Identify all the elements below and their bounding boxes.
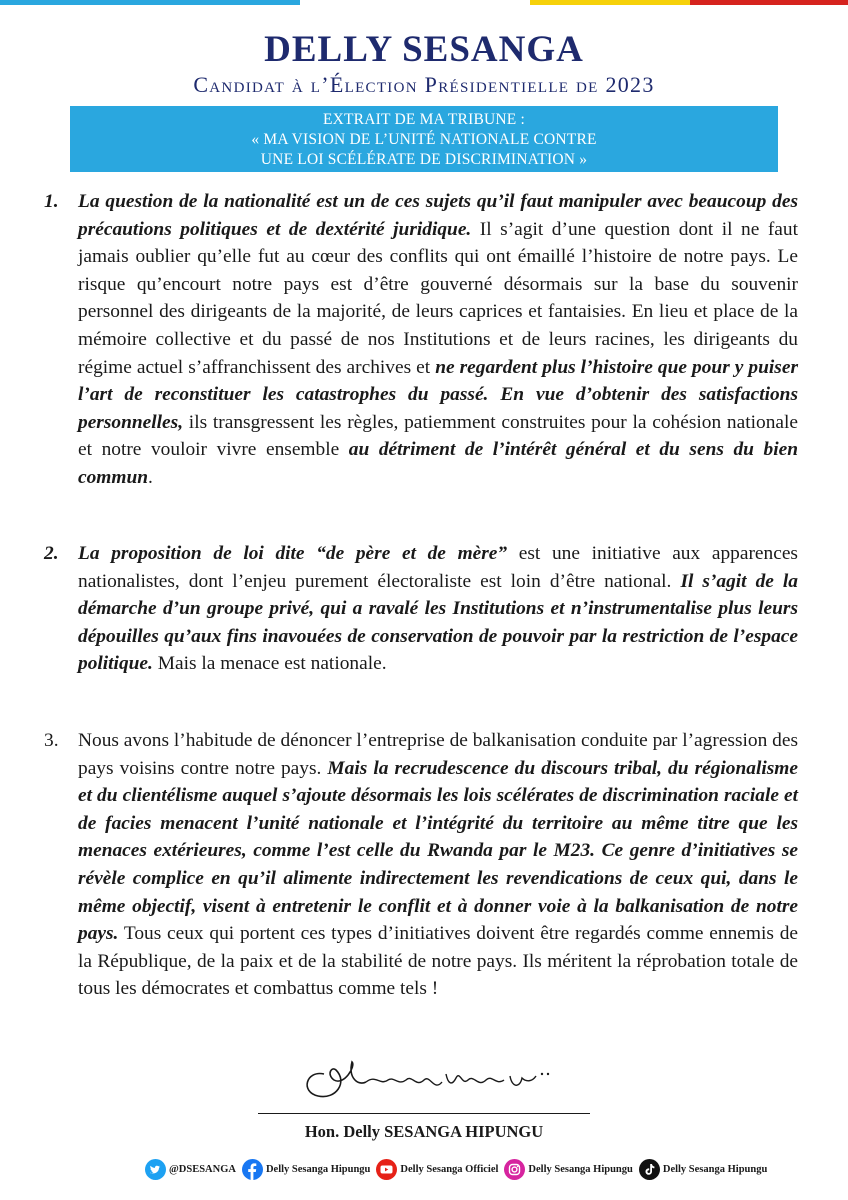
item-text-regular: Mais la menace est nationale. xyxy=(152,653,387,675)
item-text xyxy=(78,727,798,1003)
banner-line-1: EXTRAIT DE MA TRIBUNE : xyxy=(322,111,526,128)
social-tiktok[interactable] xyxy=(639,1159,767,1180)
social-youtube[interactable] xyxy=(376,1159,498,1180)
item-text-emphasis: ne regardent plus l’histoire que pour y puiser l’art de reconstituer les catastrophes du passé. En vue d’obtenir des satisfactions personnelles, xyxy=(78,356,798,433)
flag-stripe-blue xyxy=(0,0,300,5)
social-twitter[interactable] xyxy=(145,1159,236,1180)
item-text-emphasis: Il s’agit de la démarche d’un groupe privé, qui a ravalé les Institutions et n’instrumentalise plus leurs dépouilles qu’aux fins inavouées de conservation de pouvoir par la restriction de l’espace politique. xyxy=(78,570,798,675)
twitter-icon xyxy=(145,1159,166,1180)
social-label: Delly Sesanga Hipungu xyxy=(265,1163,371,1175)
signatory-name: Hon. Delly SESANGA HIPUNGU xyxy=(304,1122,544,1141)
social-facebook[interactable] xyxy=(242,1159,370,1180)
item-text-emphasis: Mais la recrudescence du discours tribal, du régionalisme et du clientélisme auquel s’ajoute désormais les lois scélérates de discrimination raciale et de facies menacent l’unité nationale et l’intégrité du territoire au même titre que les menaces extérieures, comme l’est celle du Rwanda par le M23. Ce genre d’initiatives se révèle complice en qu’il alimente indirectement les revendications de ceux qui, dans le même objectif, visent à entretenir le conflit et à donner voie à la balkanisation de notre pays. xyxy=(78,757,798,945)
item-text-regular: Il s’agit d’une question dont il ne faut jamais oublier qu’elle fut au cœur des conflits qui ont émaillé l’histoire de notre pays. Le risque qu’encourt notre pays est d’être gouverné désormais sur la base du souvenir personnel des dirigeants de la majorité, de leurs caprices et fantaisies. En lieu et place de la mémoire collective et du passé de nos Institutions et de leurs racines, les dirigeants du régime actuel s’affranchissent des archives et xyxy=(78,218,798,378)
excerpt-banner xyxy=(70,106,778,172)
item-text xyxy=(78,540,798,678)
tiktok-icon xyxy=(639,1159,660,1180)
item-text-regular: Tous ceux qui portent ces types d’initiatives doivent être regardés comme ennemis de la République, de la paix et de la stabilité de notre pays. Ils méritent la réprobation totale de tous les démocrates et combattus comme tels ! xyxy=(78,923,798,1000)
flag-stripe-white xyxy=(300,0,530,5)
flag-stripe-red xyxy=(690,0,848,5)
item-number: 3. xyxy=(44,730,59,751)
banner-line-3: UNE LOI SCÉLÉRATE DE DISCRIMINATION » xyxy=(260,151,588,168)
item-text-regular: ils transgressent les règles, patiemment construites pour la cohésion nationale et notre vouloir vivre ensemble xyxy=(78,411,798,461)
list-item-3 xyxy=(44,727,798,1003)
item-text-emphasis: au détriment de l’intérêt général et du sens du bien commun xyxy=(78,439,798,488)
item-text-emphasis: La proposition de loi dite “de père et de mère” xyxy=(78,543,508,564)
list-item-2 xyxy=(44,540,798,678)
social-label: Delly Sesanga Officiel xyxy=(400,1163,499,1175)
item-text xyxy=(78,188,798,492)
list-item-1 xyxy=(44,188,798,492)
item-number: 1. xyxy=(44,191,59,212)
facebook-icon xyxy=(242,1159,263,1180)
social-label: Delly Sesanga Hipungu xyxy=(528,1163,633,1175)
handwritten-signature xyxy=(296,1052,556,1104)
flag-stripe-yellow xyxy=(530,0,690,5)
social-label: @DSESANGA xyxy=(169,1163,236,1175)
item-number: 2. xyxy=(44,543,59,564)
item-text-regular: Nous avons l’habitude de dénoncer l’entreprise de balkanisation conduite par l’agression des pays voisins contre notre pays. xyxy=(78,730,798,779)
item-text-regular: est une initiative aux apparences nationalistes, dont l’enjeu purement électoraliste est loin d’être national. xyxy=(78,543,798,592)
item-text-emphasis: La question de la nationalité est un de ces sujets qu’il faut manipuler avec beaucoup des précautions politiques et de dextérité juridique. xyxy=(78,191,798,240)
item-text-regular: . xyxy=(148,466,153,488)
signature-line xyxy=(258,1113,590,1114)
social-label: Delly Sesanga Hipungu xyxy=(662,1163,768,1175)
youtube-icon xyxy=(376,1159,397,1180)
instagram-icon xyxy=(504,1159,525,1180)
banner-line-2: « MA VISION DE L’UNITÉ NATIONALE CONTRE xyxy=(251,131,597,148)
social-instagram[interactable] xyxy=(504,1159,632,1180)
page-subtitle: Candidat à l’Élection Présidentielle de 2023 xyxy=(193,72,655,97)
social-links xyxy=(145,1157,773,1181)
page-title: DELLY SESANGA xyxy=(264,29,584,70)
